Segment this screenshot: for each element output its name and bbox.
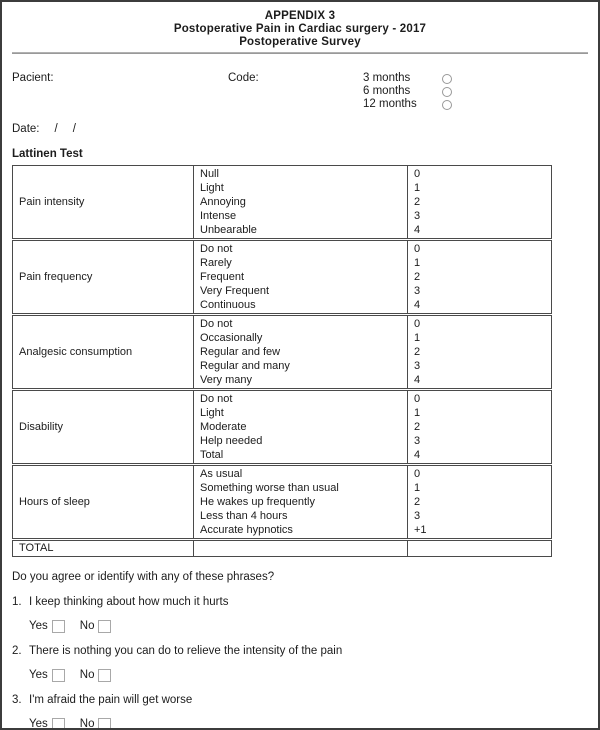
- total-value-cell: [408, 541, 551, 556]
- table-row-hours-of-sleep: [12, 465, 552, 539]
- value-line: 3: [414, 510, 421, 522]
- value-line: 0: [414, 468, 421, 480]
- value-line: 1: [414, 257, 421, 269]
- code-option-6-months-label: 6 months: [363, 85, 411, 97]
- q2-no-checkbox[interactable]: [98, 669, 111, 682]
- value-line: 2: [414, 271, 421, 283]
- yes-label: Yes: [29, 669, 48, 681]
- yes-label: Yes: [29, 718, 48, 730]
- value-line: 3: [414, 210, 421, 222]
- descriptor-line: Very Frequent: [200, 285, 270, 297]
- value-line: 2: [414, 496, 421, 508]
- value-line: 4: [414, 299, 421, 311]
- values-cell: [408, 316, 551, 388]
- descriptor-line: Regular and many: [200, 360, 290, 372]
- descriptor-line: Very many: [200, 374, 252, 386]
- lattinen-test-title: Lattinen Test: [12, 148, 83, 160]
- value-line: 4: [414, 449, 421, 461]
- pacient-label: Pacient:: [12, 72, 54, 84]
- question-text: I keep thinking about how much it hurts: [29, 596, 229, 608]
- no-label: No: [79, 669, 95, 681]
- value-line: 0: [414, 318, 421, 330]
- radio-3-months[interactable]: [442, 74, 452, 84]
- descriptor-line: Do not: [200, 318, 233, 330]
- table-row-disability: [12, 390, 552, 464]
- survey-subtitle: Postoperative Survey: [239, 36, 361, 48]
- q3-yes-checkbox[interactable]: [52, 718, 65, 730]
- code-option-row: [363, 72, 452, 85]
- descriptor-line: Moderate: [200, 421, 247, 433]
- value-line: 1: [414, 407, 421, 419]
- radio-12-months[interactable]: [442, 100, 452, 110]
- descriptor-line: Do not: [200, 243, 233, 255]
- descriptor-line: Occasionally: [200, 332, 263, 344]
- header-divider: [12, 52, 588, 54]
- total-label-cell: TOTAL: [19, 542, 54, 554]
- yes-label: Yes: [29, 620, 48, 632]
- code-option-row: [363, 85, 452, 98]
- value-line: 3: [414, 360, 421, 372]
- value-line: 1: [414, 182, 421, 194]
- question-text: There is nothing you can do to relieve the intensity of the pain: [29, 645, 343, 657]
- question-3-answers: [29, 718, 588, 730]
- category-cell: Pain frequency: [19, 271, 93, 283]
- table-row-pain-intensity: [12, 165, 552, 239]
- values-cell: [408, 241, 551, 313]
- value-line: 0: [414, 393, 421, 405]
- value-line: 3: [414, 285, 421, 297]
- category-cell: Disability: [19, 421, 64, 433]
- descriptor-line: He wakes up frequently: [200, 496, 315, 508]
- value-line: 1: [414, 482, 421, 494]
- question-1: [12, 596, 588, 609]
- descriptors-cell: [193, 316, 408, 388]
- descriptor-line: Null: [200, 168, 219, 180]
- value-line: 2: [414, 196, 421, 208]
- q1-no-checkbox[interactable]: [98, 620, 111, 633]
- date-slash: /: [72, 123, 76, 135]
- code-option-row: [363, 98, 452, 111]
- descriptors-cell: [193, 241, 408, 313]
- code-option-3-months-label: 3 months: [363, 72, 411, 84]
- descriptors-cell: [193, 166, 408, 238]
- table-row-analgesic-consumption: [12, 315, 552, 389]
- q2-yes-checkbox[interactable]: [52, 669, 65, 682]
- descriptor-line: Do not: [200, 393, 233, 405]
- descriptor-line: Light: [200, 407, 224, 419]
- category-cell: Analgesic consumption: [19, 346, 133, 358]
- descriptor-line: Total: [200, 449, 224, 461]
- code-label: Code:: [228, 72, 259, 84]
- category-cell: Pain intensity: [19, 196, 85, 208]
- question-2-answers: [29, 669, 588, 682]
- value-line: 2: [414, 421, 421, 433]
- question-number: 2.: [12, 645, 22, 657]
- descriptor-line: Annoying: [200, 196, 246, 208]
- questions-section: [12, 571, 588, 730]
- question-2: [12, 645, 588, 658]
- descriptor-line: Something worse than usual: [200, 482, 339, 494]
- descriptor-line: Regular and few: [200, 346, 281, 358]
- no-label: No: [79, 620, 95, 632]
- question-1-answers: [29, 620, 588, 633]
- question-number: 1.: [12, 596, 22, 608]
- value-line: 2: [414, 346, 421, 358]
- value-line: 0: [414, 243, 421, 255]
- category-cell: Hours of sleep: [19, 496, 90, 508]
- values-cell: [408, 166, 551, 238]
- descriptor-line: Frequent: [200, 271, 245, 283]
- question-text: I'm afraid the pain will get worse: [29, 694, 193, 706]
- descriptors-cell: [193, 391, 408, 463]
- survey-title: Postoperative Pain in Cardiac surgery - 2017: [173, 23, 427, 35]
- lattinen-table: [12, 165, 552, 557]
- questions-intro: Do you agree or identify with any of these phrases?: [12, 571, 275, 583]
- descriptor-line: Continuous: [200, 299, 256, 311]
- descriptor-line: As usual: [200, 468, 243, 480]
- page-header: [12, 10, 588, 49]
- value-line: 0: [414, 168, 421, 180]
- patient-code-section: [12, 72, 588, 111]
- table-row-total: [12, 540, 552, 557]
- q1-yes-checkbox[interactable]: [52, 620, 65, 633]
- code-option-12-months-label: 12 months: [363, 98, 417, 110]
- values-cell: [408, 466, 551, 538]
- code-options: [363, 72, 452, 111]
- total-descriptor-cell: [193, 541, 408, 556]
- table-row-pain-frequency: [12, 240, 552, 314]
- value-line: 3: [414, 435, 421, 447]
- date-section: [12, 123, 588, 136]
- date-slash: /: [54, 123, 58, 135]
- value-line: 4: [414, 224, 421, 236]
- value-line: +1: [414, 524, 427, 536]
- date-label: Date:: [12, 123, 40, 135]
- value-line: 4: [414, 374, 421, 386]
- descriptor-line: Less than 4 hours: [200, 510, 288, 522]
- no-label: No: [79, 718, 95, 730]
- descriptor-line: Unbearable: [200, 224, 257, 236]
- q3-no-checkbox[interactable]: [98, 718, 111, 730]
- appendix-title: APPENDIX 3: [264, 10, 336, 22]
- descriptors-cell: [193, 466, 408, 538]
- descriptor-line: Help needed: [200, 435, 263, 447]
- value-line: 1: [414, 332, 421, 344]
- question-number: 3.: [12, 694, 22, 706]
- descriptor-line: Rarely: [200, 257, 232, 269]
- descriptor-line: Light: [200, 182, 224, 194]
- radio-6-months[interactable]: [442, 87, 452, 97]
- descriptor-line: Accurate hypnotics: [200, 524, 293, 536]
- question-3: [12, 694, 588, 707]
- values-cell: [408, 391, 551, 463]
- descriptor-line: Intense: [200, 210, 237, 222]
